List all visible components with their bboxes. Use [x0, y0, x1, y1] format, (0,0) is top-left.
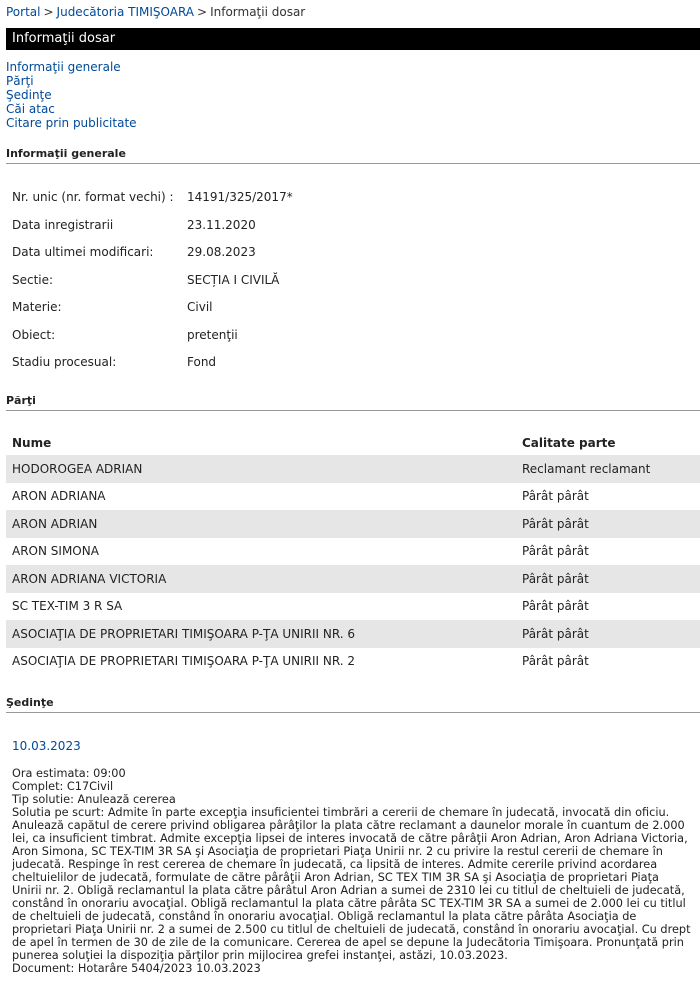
info-value: 29.08.2023: [187, 245, 256, 259]
nav-link-parti[interactable]: Părţi: [6, 74, 34, 88]
section-heading-sedinte: Şedinţe: [6, 696, 700, 713]
table-row: [6, 565, 700, 593]
party-role: Pârât pârât: [522, 489, 589, 504]
sedinta-ora: Ora estimata: 09:00: [12, 767, 126, 780]
info-label: Data ultimei modificari:: [12, 245, 154, 259]
sedinta-document: Document: Hotarâre 5404/2023 10.03.2023: [12, 962, 261, 975]
info-label: Obiect:: [12, 327, 56, 342]
info-label: Data inregistrarii: [12, 217, 114, 232]
section-heading-parti: Părţi: [6, 394, 700, 411]
breadcrumb-separator: >: [43, 5, 54, 19]
section-nav: [6, 60, 137, 130]
table-row: [6, 593, 700, 621]
nav-link-citare-publicitate[interactable]: Citare prin publicitate: [6, 116, 137, 130]
nav-link-informatii-generale[interactable]: Informaţii generale: [6, 60, 121, 74]
info-label: Nr. unic (nr. format vechi) :: [12, 190, 174, 204]
column-header-calitate: Calitate parte: [522, 435, 616, 450]
info-label: Materie:: [12, 300, 62, 314]
parti-table: [6, 430, 700, 675]
party-role: Pârât pârât: [522, 544, 589, 559]
table-row: [6, 455, 700, 483]
party-role: Pârât pârât: [522, 654, 589, 669]
breadcrumb-court-link[interactable]: Judecătoria TIMIŞOARA: [56, 5, 195, 19]
info-label: Stadiu procesual:: [12, 355, 117, 369]
page-title: Informaţii dosar: [12, 31, 116, 46]
table-row: [6, 483, 700, 511]
nav-link-sedinte[interactable]: Şedinţe: [6, 88, 52, 102]
table-row: [6, 538, 700, 566]
party-name: ASOCIAŢIA DE PROPRIETARI TIMIŞOARA P-ŢA UNIRII NR. 6: [6, 620, 516, 648]
party-role: Pârât pârât: [522, 599, 589, 614]
party-name: ARON SIMONA: [12, 544, 99, 559]
sedinta-details: [12, 767, 692, 975]
nav-link-cai-atac[interactable]: Căi atac: [6, 102, 55, 116]
breadcrumb-portal-link[interactable]: Portal: [6, 5, 41, 19]
info-value: 14191/325/2017*: [187, 190, 293, 204]
party-role: Pârât pârât: [516, 565, 700, 593]
info-value: Civil: [187, 300, 213, 314]
info-value: Fond: [187, 355, 217, 369]
column-header-nume: Nume: [12, 435, 52, 450]
breadcrumb-current: Informaţii dosar: [210, 5, 306, 19]
party-name: ARON ADRIANA VICTORIA: [6, 565, 516, 593]
info-value: pretenţii: [187, 327, 238, 342]
sedinta-date: 10.03.2023: [12, 739, 81, 753]
breadcrumb-separator: >: [197, 5, 208, 19]
party-name: ARON ADRIAN: [6, 510, 516, 538]
info-value: 23.11.2020: [187, 217, 256, 232]
table-row: [6, 510, 700, 538]
table-row: [6, 648, 700, 676]
party-role: Reclamant reclamant: [516, 455, 700, 483]
party-role: Pârât pârât: [516, 620, 700, 648]
party-name: ARON ADRIANA: [12, 489, 106, 504]
table-header-row: [6, 430, 700, 455]
party-role: Pârât pârât: [516, 510, 700, 538]
sedinta-tip-solutie: Tip solutie: Anulează cererea: [12, 793, 176, 806]
party-name: SC TEX-TIM 3 R SA: [12, 599, 123, 614]
section-heading-general: Informaţii generale: [6, 147, 700, 164]
sedinta-complet: Complet: C17Civil: [12, 780, 114, 793]
info-label: Sectie:: [12, 272, 54, 287]
table-row: [6, 620, 700, 648]
sedinta-solutie: Solutia pe scurt: Admite în parte excepţia insuficientei timbrări a cererii de chemare în judecată, invocată din oficiu. Anulează capătul de cerere privind obligarea pârâţilor la plata către reclamant a daunelor morale în cuantum de 2.000 lei, ca insuficient timbrat. Admite excepţia lipsei de interes invocată de către pârâţii Aron Adrian, Aron Adriana Victoria, Aron Simona, SC TEX-TIM 3R SA şi Asociaţia de proprietari Piaţa Unirii nr. 2 cu privire la restul cererii de chemare în judecată. Respinge în rest cererea de chemare în judecată, ca lipsită de interes. Admite cererile privind acordarea cheltuielilor de judecată, formulate de către pârâţii Aron Adrian, SC TEX TIM 3R SA şi Asociaţia de proprietari Piaţa Unirii nr. 2. Obligă reclamantul la plata către pârâtul Aron Adrian a sumei de 2310 lei cu titlul de cheltuieli de judecată, constând în onorariu avocaţial. Obligă reclamantul la plata către pârâta SC TEX-TIM 3R SA a sumei de 2.000 lei cu titlul de cheltuieli de judecată, constând în onorariu avocaţial. Obligă reclamantul la plata către pârâta Asociaţia de proprietari Piaţa Unirii nr. 2 a sumei de 2.500 cu titlul de cheltuieli de judecată, constând în onorariu avocaţial. Cu drept de apel în termen de 30 de zile de la comunicare. Cererea de apel se depune la Judecătoria Timişoara. Pronunţată prin punerea soluţiei la dispoziţia părţilor prin mijlocirea grefei instanţei, astăzi, 10.03.2023.: [12, 806, 691, 962]
party-name: HODOROGEA ADRIAN: [6, 455, 516, 483]
breadcrumb: [6, 5, 305, 19]
info-value: SECȚIA I CIVILĂ: [187, 272, 280, 287]
party-name: ASOCIAŢIA DE PROPRIETARI TIMIŞOARA P-ŢA UNIRII NR. 2: [12, 654, 356, 669]
page-title-bar: [6, 28, 700, 50]
